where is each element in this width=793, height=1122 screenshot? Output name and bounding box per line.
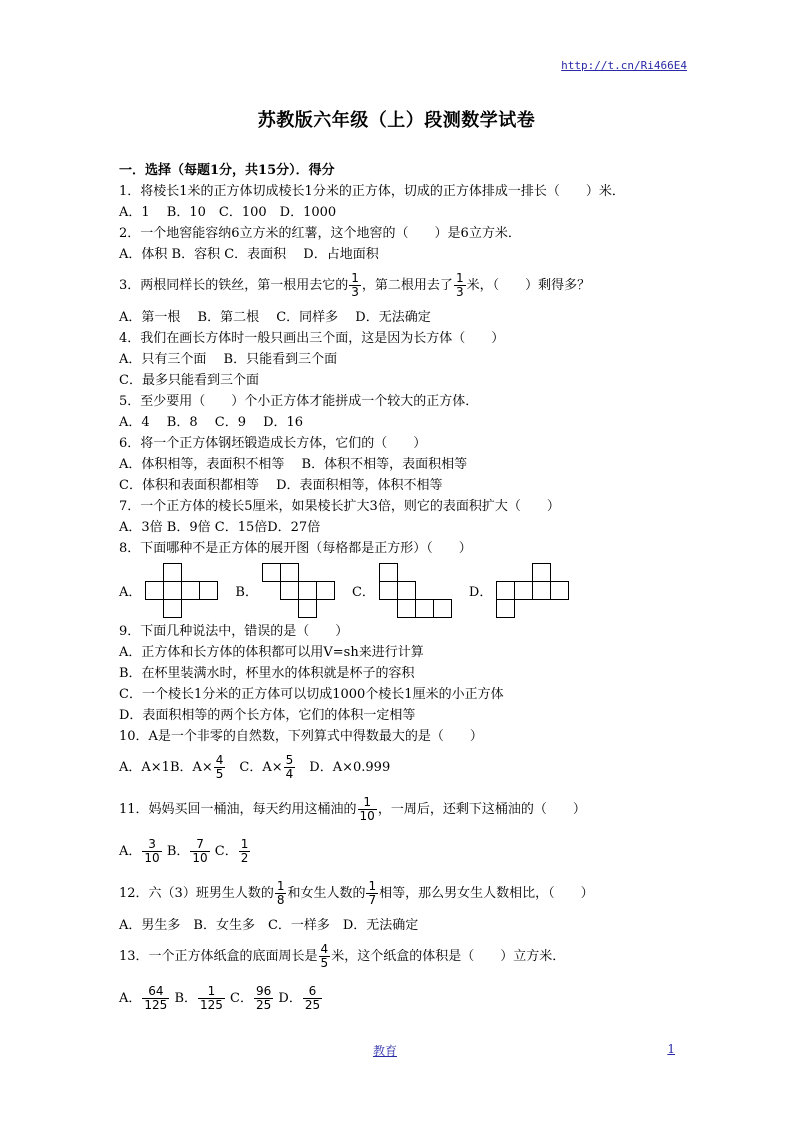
question-6-options-1: A．体积相等，表面积不相等 B．体积不相等，表面积相等 xyxy=(119,457,468,472)
question-3 xyxy=(119,265,679,307)
fraction: $\frac{96}{25}$ xyxy=(256,984,272,1012)
q10-option-ab: A．A×1B．A× xyxy=(119,760,213,775)
option-label: A． xyxy=(119,991,142,1006)
question-4: 4．我们在画长方体时一般只画出三个面，这是因为长方体（ ） xyxy=(119,331,505,346)
fraction: $\frac{4}{5}$ xyxy=(215,753,224,781)
question-11 xyxy=(119,789,679,831)
cube-net-b xyxy=(262,563,336,618)
question-12 xyxy=(119,873,679,915)
q11-text-post: ，一周后，还剩下这桶油的（ ） xyxy=(377,802,586,817)
question-9-option-c: C．一个棱长1分米的正方体可以切成1000个棱长1厘米的小正方体 xyxy=(119,687,504,702)
question-13-options xyxy=(119,978,679,1020)
question-1-options: A．1 B．10 C．100 D．1000 xyxy=(119,205,337,220)
section-heading: 一．选择（每题1分，共15分）．得分 xyxy=(119,163,335,178)
footer-link[interactable]: 教育 xyxy=(372,1044,397,1058)
question-13 xyxy=(119,936,679,978)
question-9-option-d: D．表面积相等的两个长方体，它们的体积一定相等 xyxy=(119,708,416,723)
q11-text-pre: 11．妈妈买回一桶油，每天约用这桶油的 xyxy=(119,802,357,817)
fraction: $\frac{1}{2}$ xyxy=(240,837,249,865)
header-link[interactable]: http://t.cn/Ri466E4 xyxy=(561,59,687,72)
cube-net-c xyxy=(379,563,453,618)
q12-text-mid: 和女生人数的 xyxy=(287,886,366,901)
fraction: $\frac{7}{10}$ xyxy=(192,837,208,865)
question-6-options-2: C．体积和表面积都相等 D．表面积相等，体积不相等 xyxy=(119,478,443,493)
fraction: $\frac{4}{5}$ xyxy=(320,942,329,970)
option-label: A． xyxy=(119,844,142,859)
q10-option-c: C．A× xyxy=(226,760,283,775)
fraction: $\frac{1}{7}$ xyxy=(368,879,377,907)
q10-option-d: D．A×0.999 xyxy=(296,760,391,775)
question-8: 8．下面哪种不是正方体的展开图（每格都是正方形）（ ） xyxy=(119,541,472,556)
option-label: B． xyxy=(174,991,197,1006)
fraction: $\frac{64}{125}$ xyxy=(144,984,168,1012)
question-9-option-b: B．在杯里装满水时，杯里水的体积就是杯子的容积 xyxy=(119,666,415,681)
fraction: $\frac{1}{125}$ xyxy=(200,984,223,1012)
exam-content xyxy=(119,160,679,1020)
fraction: $\frac{1}{8}$ xyxy=(276,879,285,907)
fraction: $\frac{1}{3}$ xyxy=(455,271,464,299)
question-10: 10．A是一个非零的自然数，下列算式中得数最大的是（ ） xyxy=(119,729,483,744)
question-7: 7．一个正方体的棱长5厘米，如果棱长扩大3倍，则它的表面积扩大（ ） xyxy=(119,499,560,514)
page-number[interactable]: 1 xyxy=(667,1042,675,1056)
question-1: 1．将棱长1米的正方体切成棱长1分米的正方体，切成的正方体排成一排长（ ）米． xyxy=(119,184,625,199)
fraction: $\frac{1}{3}$ xyxy=(351,271,359,299)
question-11-options xyxy=(119,831,679,873)
fraction: $\frac{1}{10}$ xyxy=(359,795,375,823)
q12-text-post: 相等，那么男女生人数相比，（ ） xyxy=(379,886,594,901)
cube-nets xyxy=(119,559,679,621)
question-12-options: A．男生多 B．女生多 C．一样多 D．无法确定 xyxy=(119,918,419,933)
cube-net-d xyxy=(496,563,570,618)
cube-net-a xyxy=(145,563,219,618)
question-6: 6．将一个正方体钢坯锻造成长方体，它们的（ ） xyxy=(119,436,427,451)
net-label-a: A． xyxy=(119,584,142,600)
q3-text-mid: ，第二根用去了 xyxy=(361,278,453,293)
question-2-options: A．体积 B．容积 C．表面积 D．占地面积 xyxy=(119,247,379,262)
option-label: B． xyxy=(166,844,190,859)
net-label-c: C． xyxy=(351,584,375,600)
question-4-options-2: C．最多只能看到三个面 xyxy=(119,373,259,388)
question-9-option-a: A．正方体和长方体的体积都可以用V=sh来进行计算 xyxy=(119,645,424,660)
option-label: C． xyxy=(214,844,238,859)
net-label-b: B． xyxy=(235,584,258,600)
question-2: 2．一个地窖能容纳6立方米的红薯，这个地窖的（ ）是6立方米． xyxy=(119,226,521,241)
option-label: C． xyxy=(230,991,253,1006)
page-title: 苏教版六年级（上）段测数学试卷 xyxy=(257,110,536,131)
question-5: 5．至少要用（ ）个小正方体才能拼成一个较大的正方体． xyxy=(119,394,479,409)
q13-text-pre: 13．一个正方体纸盒的底面周长是 xyxy=(119,949,318,964)
fraction: $\frac{6}{25}$ xyxy=(304,984,321,1012)
net-label-d: D． xyxy=(468,584,493,600)
question-4-options-1: A．只有三个面 B．只能看到三个面 xyxy=(119,352,338,367)
question-10-options xyxy=(119,747,679,789)
question-5-options: A．4 B．8 C．9 D．16 xyxy=(119,415,304,430)
fraction: $\frac{3}{10}$ xyxy=(144,837,160,865)
question-9: 9．下面几种说法中，错误的是（ ） xyxy=(119,624,349,639)
question-7-options: A．3倍 B．9倍 C．15倍D．27倍 xyxy=(119,520,321,535)
fraction: $\frac{5}{4}$ xyxy=(285,753,294,781)
q12-text-pre: 12．六（3）班男生人数的 xyxy=(119,886,274,901)
option-label: D． xyxy=(278,991,302,1006)
q13-text-post: 米，这个纸盒的体积是（ ）立方米． xyxy=(331,949,566,964)
q3-text-post: 米，（ ）剩得多？ xyxy=(466,278,591,293)
q3-text-pre: 3．两根同样长的铁丝，第一根用去它的 xyxy=(119,278,349,293)
question-3-options: A．第一根 B．第二根 C．同样多 D．无法确定 xyxy=(119,310,431,325)
